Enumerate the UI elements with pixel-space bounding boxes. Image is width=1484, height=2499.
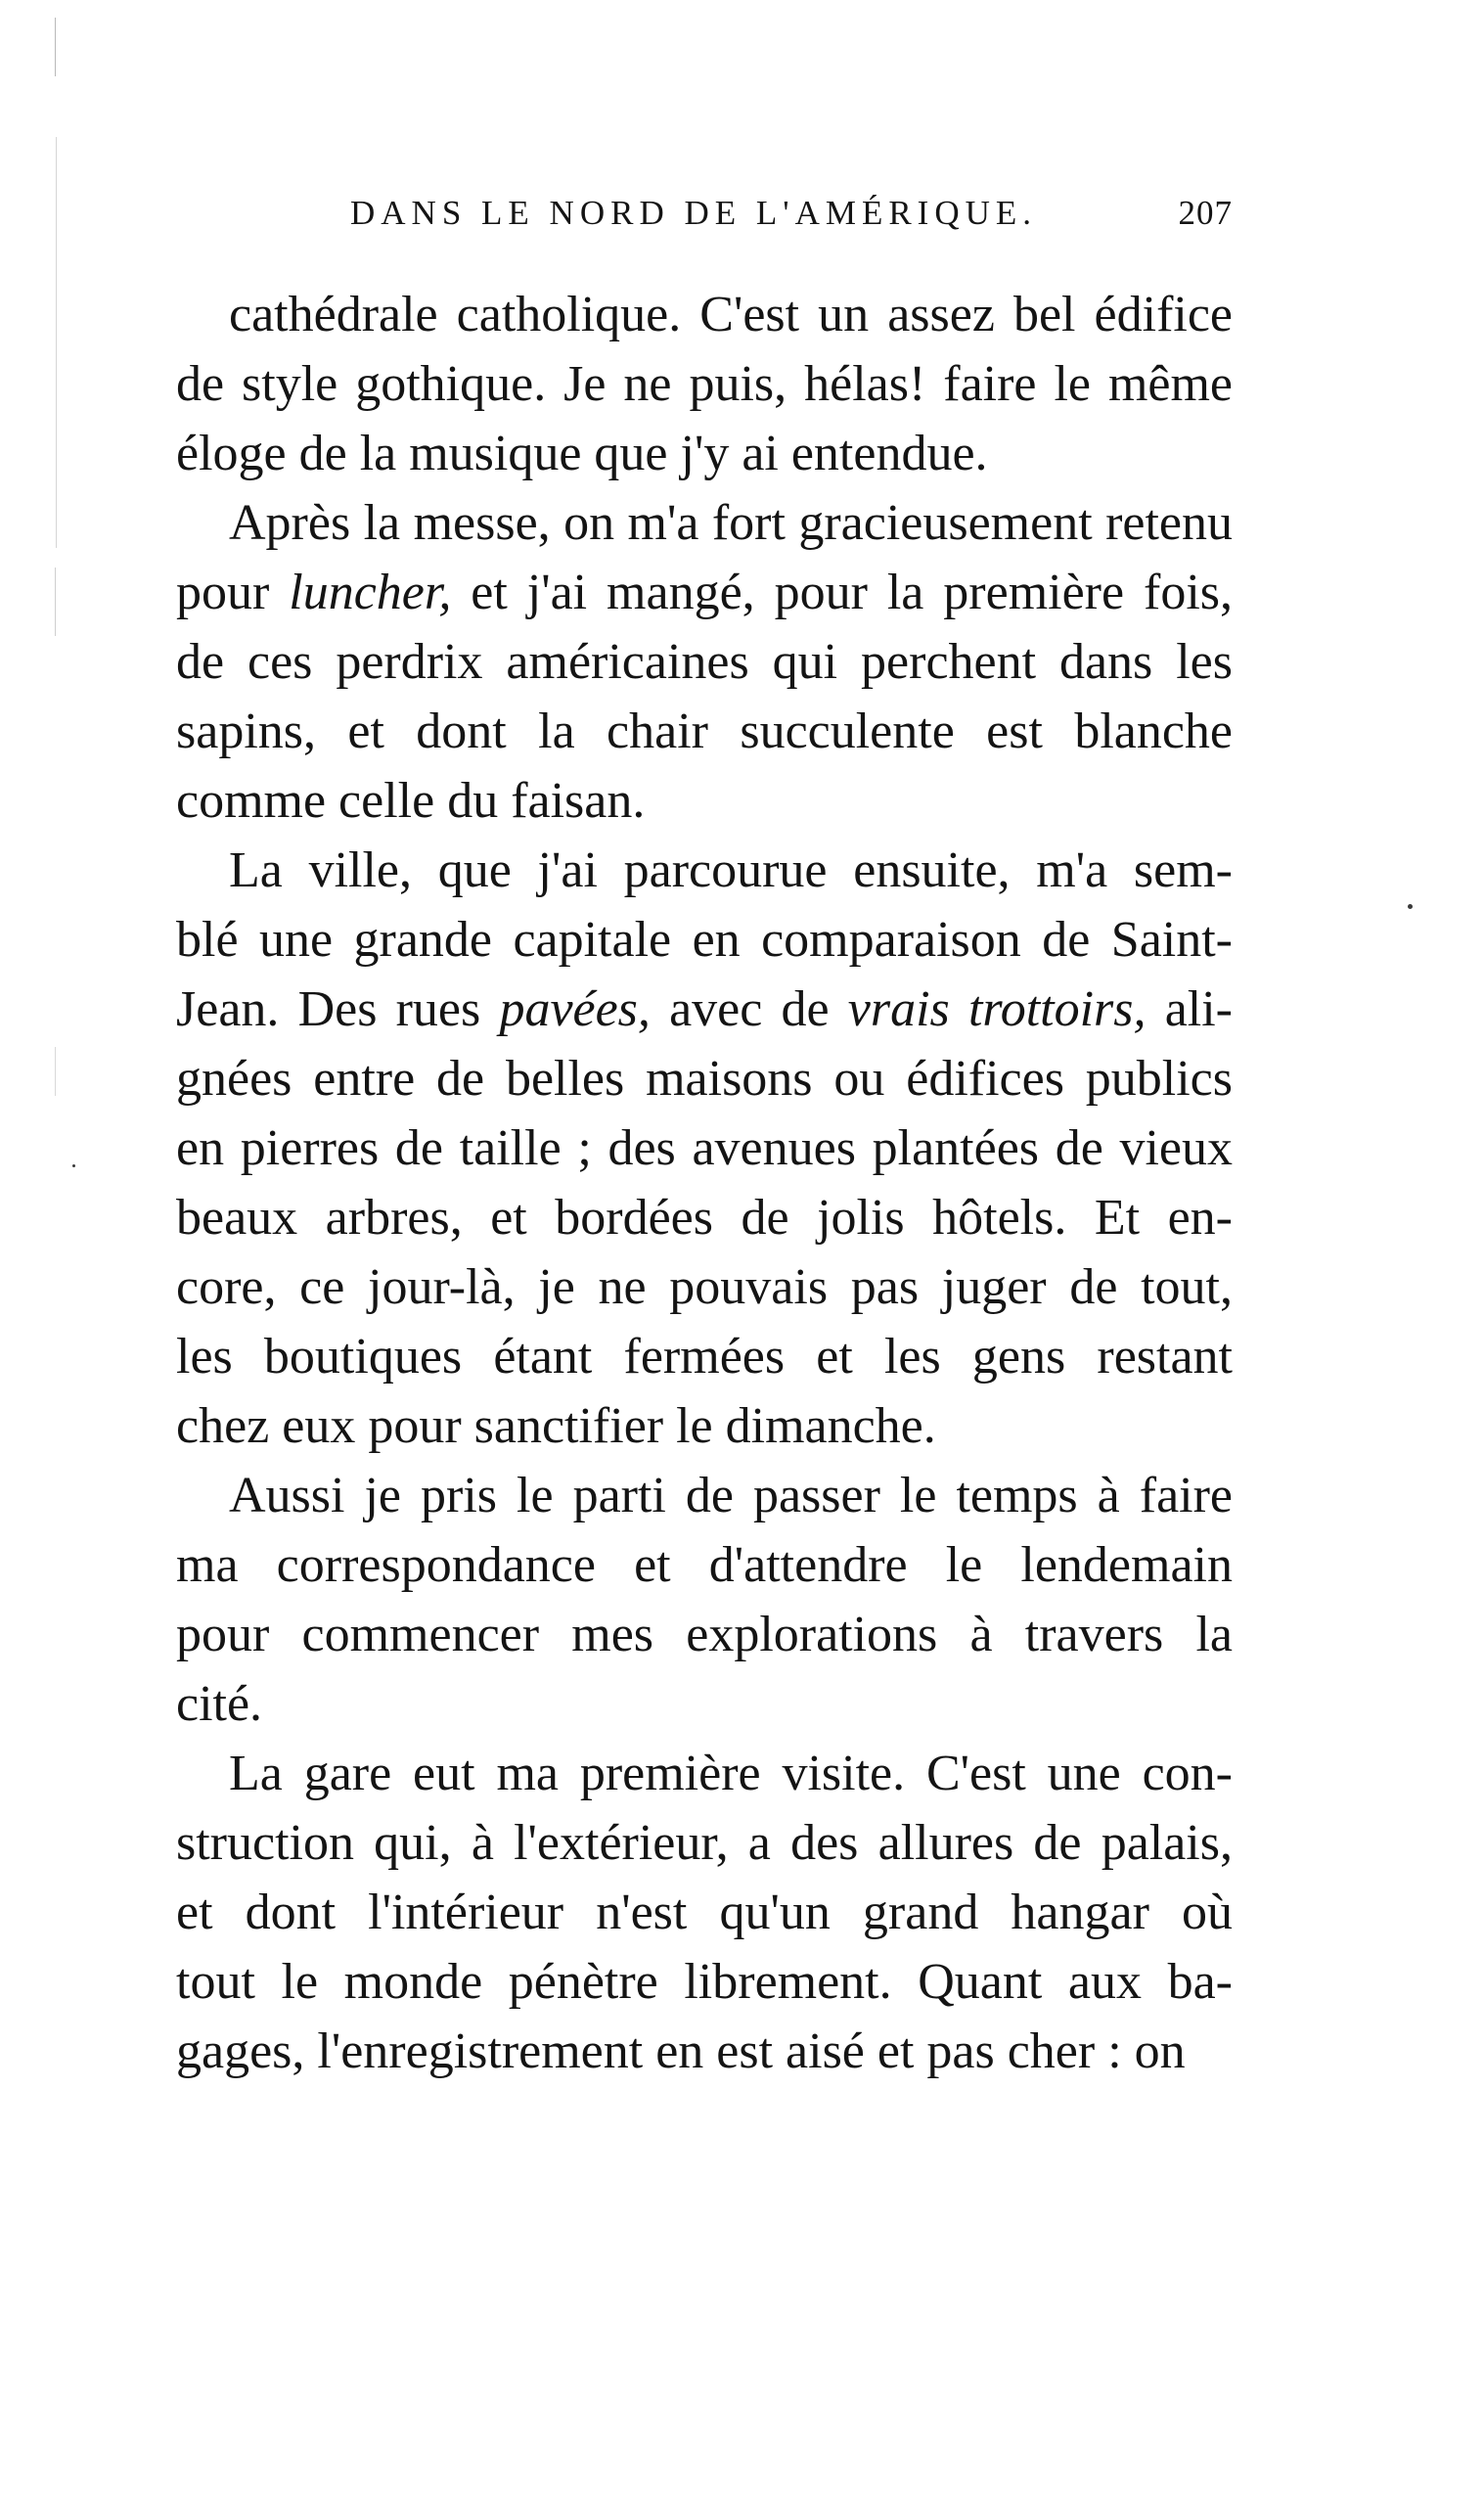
text-run: les boutiques étant fermées et les gens restant — [176, 1329, 1233, 1385]
text-line — [176, 697, 1233, 766]
text-line — [176, 419, 1233, 488]
paragraph — [176, 1739, 1233, 2086]
text-line — [176, 488, 1233, 558]
text-line — [176, 349, 1233, 419]
text-run: La ville, que j'ai parcourue ensuite, m'a sem- — [229, 842, 1233, 898]
text-run: Après la messe, on m'a fort gracieusement retenu — [229, 495, 1233, 551]
text-run: et dont l'intérieur n'est qu'un grand hangar où — [176, 1885, 1233, 1940]
text-line — [176, 2017, 1233, 2086]
text-run: sapins, et dont la chair succulente est blanche — [176, 704, 1233, 759]
text-run: tout le monde pénètre librement. Quant aux ba- — [176, 1954, 1233, 2010]
ink-speck — [72, 1164, 75, 1167]
text-line — [176, 627, 1233, 697]
text-line — [176, 975, 1233, 1044]
text-run: La gare eut ma première visite. C'est une con- — [229, 1746, 1233, 1801]
text-line — [176, 1808, 1233, 1878]
text-run: blé une grande capitale en comparaison de Saint- — [176, 912, 1233, 968]
text-line — [176, 836, 1233, 905]
scan-edge-mark — [55, 1047, 56, 1096]
scan-edge-mark — [56, 137, 57, 548]
text-line — [176, 1947, 1233, 2017]
text-run: ma correspondance et d'attendre le lendemain — [176, 1537, 1233, 1593]
text-run: core, ce jour-là, je ne pouvais pas juger de tout, — [176, 1259, 1233, 1315]
text-line — [176, 558, 1233, 627]
italic-text-run: pavées, — [499, 981, 651, 1037]
text-line — [176, 1391, 1233, 1461]
text-run: cathédrale catholique. C'est un assez bel édifice — [229, 287, 1233, 342]
text-run: pour — [176, 565, 290, 620]
text-run: gnées entre de belles maisons ou édifices publics — [176, 1051, 1233, 1107]
text-run: Jean. Des rues — [176, 981, 500, 1037]
ink-speck — [1408, 904, 1413, 909]
text-run: gages, l'enregistrement en est aisé et pas cher : on — [176, 2023, 1186, 2079]
text-run: de style gothique. Je ne puis, hélas! faire le même — [176, 356, 1233, 412]
text-run: de ces perdrix américaines qui perchent dans les — [176, 634, 1233, 690]
text-run: chez eux pour sanctifier le dimanche. — [176, 1398, 936, 1454]
text-line — [176, 280, 1233, 349]
italic-text-run: vrais trottoirs, — [847, 981, 1147, 1037]
text-run: ali- — [1146, 981, 1233, 1037]
paragraph — [176, 1461, 1233, 1739]
paragraph — [176, 488, 1233, 836]
page-number: 207 — [1178, 194, 1233, 232]
scan-edge-mark — [55, 18, 56, 76]
text-run: éloge de la musique que j'y ai entendue. — [176, 426, 988, 481]
text-run: cité. — [176, 1676, 263, 1732]
text-line — [176, 1878, 1233, 1947]
text-run: comme celle du faisan. — [176, 773, 646, 829]
text-run: et j'ai mangé, pour la première fois, — [451, 565, 1233, 620]
text-line — [176, 1113, 1233, 1183]
text-line — [176, 1461, 1233, 1530]
text-line — [176, 1322, 1233, 1391]
text-line — [176, 766, 1233, 836]
text-line — [176, 1669, 1233, 1739]
text-line — [176, 1183, 1233, 1252]
text-line — [176, 905, 1233, 975]
text-run: avec de — [650, 981, 848, 1037]
text-run: en pierres de taille ; des avenues plantées de vieux — [176, 1120, 1233, 1176]
text-line — [176, 1252, 1233, 1322]
body-text — [176, 280, 1233, 2086]
paragraph — [176, 280, 1233, 488]
text-line — [176, 1044, 1233, 1113]
text-line — [176, 1530, 1233, 1600]
text-line — [176, 1739, 1233, 1808]
text-run: pour commencer mes explorations à travers la — [176, 1607, 1233, 1662]
running-head-title: DANS LE NORD DE L'AMÉRIQUE. — [350, 194, 1038, 232]
text-run: Aussi je pris le parti de passer le temps à faire — [229, 1468, 1233, 1523]
italic-text-run: luncher, — [289, 565, 452, 620]
text-line — [176, 1600, 1233, 1669]
text-run: beaux arbres, et bordées de jolis hôtels. Et en- — [176, 1190, 1233, 1246]
text-run: struction qui, à l'extérieur, a des allures de palais, — [176, 1815, 1233, 1871]
paragraph — [176, 836, 1233, 1461]
running-head — [176, 194, 1233, 252]
scan-edge-mark — [55, 568, 56, 636]
